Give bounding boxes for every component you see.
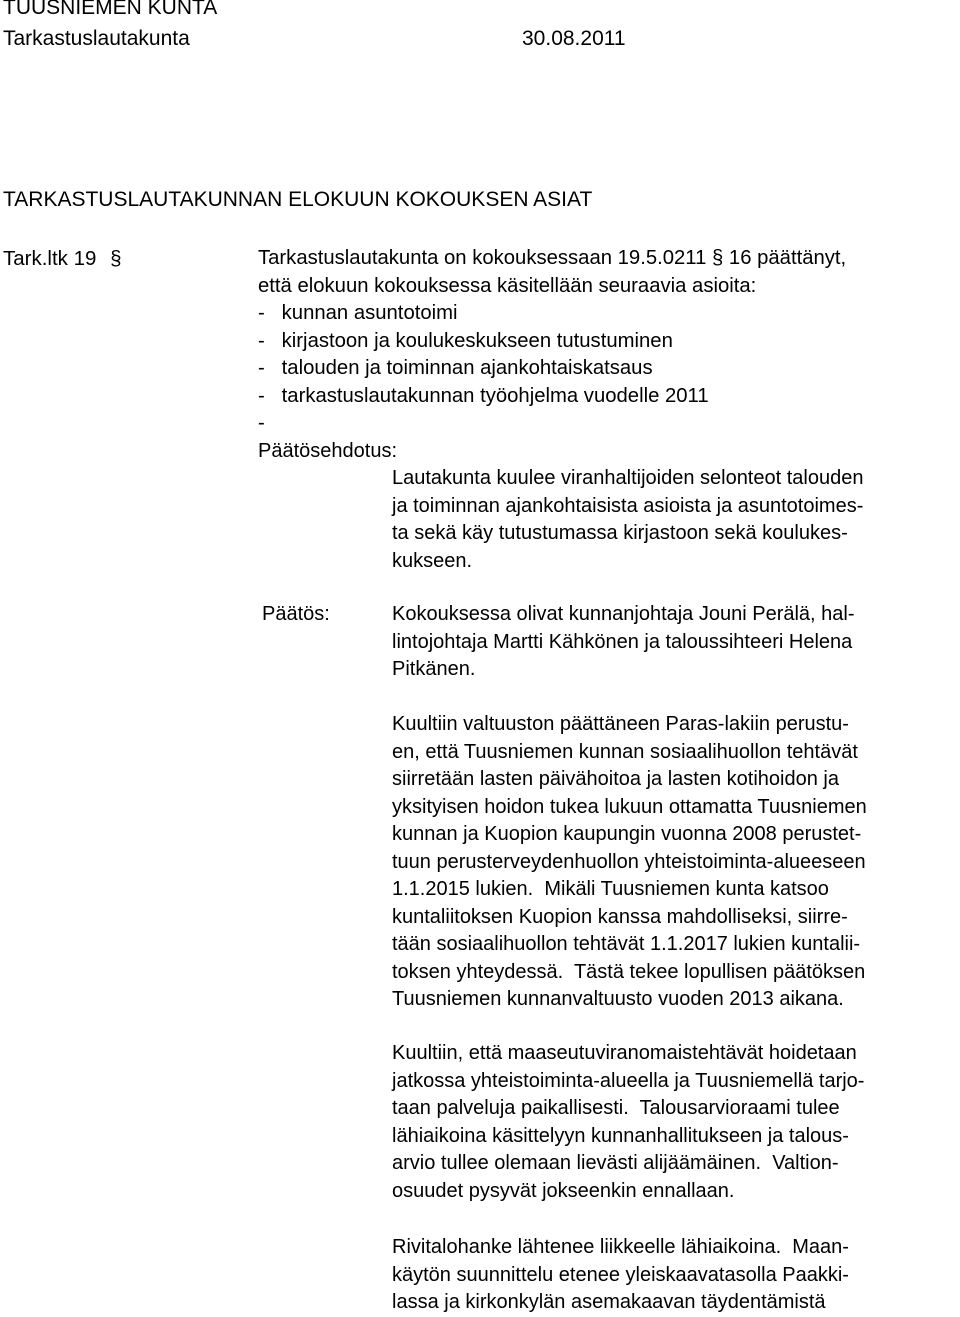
intro-paragraph bbox=[258, 245, 846, 438]
decision-line: kuntaliitoksen Kuopion kanssa mahdolliseksi, siirre- bbox=[392, 905, 848, 928]
decision-line: tuun perusterveydenhuollon yhteistoiminta-alueeseen bbox=[392, 850, 866, 873]
intro-line: - tarkastuslautakunnan työohjelma vuodelle 2011 bbox=[258, 384, 709, 407]
decision-line: käytön suunnittelu etenee yleiskaavatasolla Paakki- bbox=[392, 1263, 849, 1286]
municipality-name: TUUSNIEMEN KUNTA bbox=[3, 0, 218, 19]
decision-line: kunnan ja Kuopion kaupungin vuonna 2008 perustet- bbox=[392, 823, 862, 845]
decision-line: Kuultiin, että maaseutuviranomaistehtävät hoidetaan bbox=[392, 1042, 857, 1064]
intro-line: Tarkastuslautakunta on kokouksessaan 19.5.0211 § 16 päättänyt, bbox=[258, 247, 847, 269]
proposal-line: ja toiminnan ajankohtaisista asioista ja asuntotoimes- bbox=[392, 494, 864, 517]
decision-label: Päätös: bbox=[262, 603, 330, 625]
decision-line: en, että Tuusniemen kunnan sosiaalihuollon tehtävät bbox=[392, 740, 858, 763]
decision-line: osuudet pysyvät jokseenkin ennallaan. bbox=[392, 1179, 735, 1202]
document-date: 30.08.2011 bbox=[522, 27, 626, 50]
decision-paragraph-3 bbox=[392, 1040, 864, 1205]
intro-line: - kunnan asuntotoimi bbox=[258, 302, 458, 324]
proposal-line: kukseen. bbox=[392, 549, 473, 572]
decision-line: Kuultiin valtuuston päättäneen Paras-lakiin perustu- bbox=[392, 713, 849, 735]
decision-line: jatkossa yhteistoiminta-alueella ja Tuusniemellä tarjo- bbox=[392, 1069, 865, 1092]
decision-line: lassa ja kirkonkylän asemakaavan täydentämistä bbox=[392, 1291, 826, 1313]
decision-line: Rivitalohanke lähtenee liikkeelle lähiaikoina. Maan- bbox=[392, 1236, 849, 1258]
section-sign: § bbox=[110, 247, 122, 270]
proposal-line: ta sekä käy tutustumassa kirjastoon sekä koulukes- bbox=[392, 522, 848, 544]
decision-paragraph-2 bbox=[392, 711, 867, 1014]
intro-line: - bbox=[258, 412, 265, 434]
item-reference bbox=[3, 245, 122, 273]
decision-line: Tuusniemen kunnanvaltuusto vuoden 2013 aikana. bbox=[392, 988, 844, 1010]
decision-line: lintojohtaja Martti Kähkönen ja taloussihteeri Helena bbox=[392, 630, 853, 653]
decision-line: arvio tullee olemaan lievästi alijäämäinen. Valtion- bbox=[392, 1152, 839, 1174]
document-title: TARKASTUSLAUTAKUNNAN ELOKUUN KOKOUKSEN ASIAT bbox=[3, 188, 593, 211]
decision-line: toksen yhteydessä. Tästä tekee lopullisen päätöksen bbox=[392, 960, 866, 983]
intro-line: - talouden ja toiminnan ajankohtaiskatsaus bbox=[258, 357, 653, 379]
intro-line: että elokuun kokouksessa käsitellään seuraavia asioita: bbox=[258, 274, 757, 297]
decision-line: lähiaikoina käsittelyyn kunnanhallitukseen ja talous- bbox=[392, 1124, 849, 1147]
decision-line: Pitkänen. bbox=[392, 658, 476, 680]
decision-paragraph-4 bbox=[392, 1234, 849, 1317]
board-name: Tarkastuslautakunta bbox=[3, 27, 190, 50]
intro-line: - kirjastoon ja koulukeskukseen tutustuminen bbox=[258, 329, 673, 352]
decision-line: taan palveluja paikallisesti. Talousarvioraami tulee bbox=[392, 1097, 840, 1119]
decision-line: tään sosiaalihuollon tehtävät 1.1.2017 lukien kuntalii- bbox=[392, 933, 861, 955]
proposal-text bbox=[392, 465, 863, 575]
decision-line: yksityisen hoidon tukea lukuun ottamatta Tuusniemen bbox=[392, 795, 867, 818]
item-ref-label: Tark.ltk 19 bbox=[3, 247, 97, 270]
decision-paragraph-1 bbox=[392, 601, 855, 684]
decision-line: siirretään lasten päivähoitoa ja lasten kotihoidon ja bbox=[392, 768, 839, 790]
decision-line: 1.1.2015 lukien. Mikäli Tuusniemen kunta katsoo bbox=[392, 878, 829, 900]
proposal-line: Lautakunta kuulee viranhaltijoiden selonteot talouden bbox=[392, 467, 864, 489]
decision-line: Kokouksessa olivat kunnanjohtaja Jouni Perälä, hal- bbox=[392, 603, 855, 625]
proposal-label: Päätösehdotus: bbox=[258, 440, 397, 462]
